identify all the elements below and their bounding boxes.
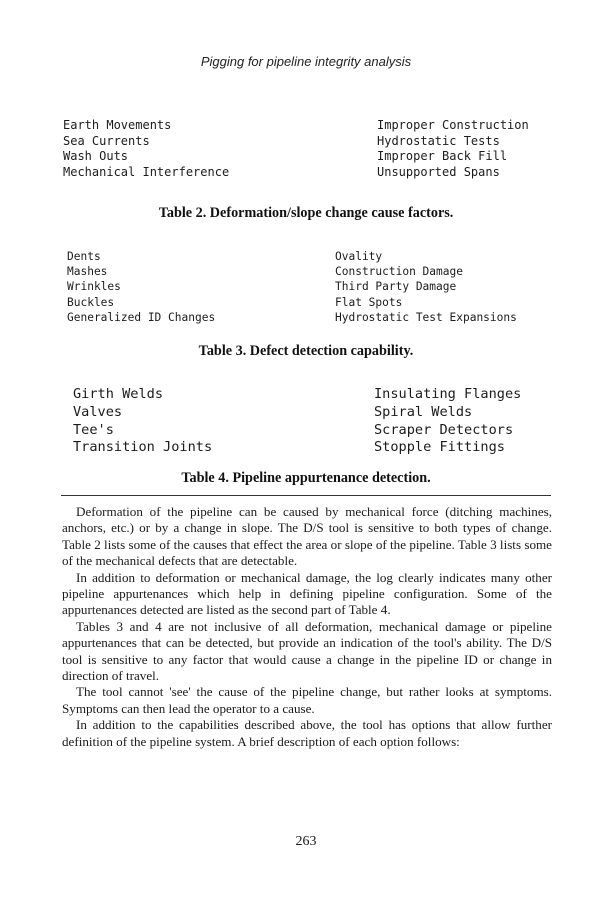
- table-4-caption: Table 4. Pipeline appurtenance detection.: [181, 470, 431, 486]
- table-3-item: Wrinkles: [67, 280, 121, 294]
- table-2-left-column: [63, 118, 229, 180]
- table-3-caption: Table 3. Defect detection capability.: [198, 343, 414, 359]
- body-text: [62, 504, 552, 750]
- table-3-left-column: [67, 249, 215, 325]
- table-2-item: Mechanical Interference: [63, 164, 230, 179]
- table-3-item: Third Party Damage: [335, 280, 457, 294]
- paragraph: The tool cannot 'see' the cause of the pipeline change, but rather looks at symptoms. Symptoms can then lead the operator to a cause.: [62, 684, 552, 716]
- page-number: 263: [295, 834, 317, 849]
- table-4-item: Tee's: [73, 421, 114, 438]
- table-4-item: Girth Welds: [73, 386, 164, 402]
- table-4-left-column: [73, 386, 212, 457]
- table-2-item: Unsupported Spans: [377, 164, 500, 179]
- table-4-item: Scraper Detectors: [374, 421, 514, 438]
- paragraph: Tables 3 and 4 are not inclusive of all deformation, mechanical damage or pipeline appurtenances that can be detected, but provide an indication of the tool's ability. The D/S tool is sensitive to any factor that would cause a change in the pipeline ID or change in direction of travel.: [62, 618, 552, 684]
- paragraph: In addition to deformation or mechanical damage, the log clearly indicates many other pipeline appurtenances which help in defining pipeline configuration. Some of the appurtenances detected are listed as the second part of Table 4.: [62, 569, 552, 618]
- table-3-item: Hydrostatic Test Expansions: [335, 310, 517, 324]
- paragraph: Deformation of the pipeline can be caused by mechanical force (ditching machines, anchors, etc.) or by a change in slope. The D/S tool is sensitive to both types of change. Table 2 lists some of the causes that effect the area or slope of the pipeline. Table 3 lists some of the mechanical defects that are detectable.: [62, 504, 552, 569]
- table-3-item: Ovality: [335, 250, 383, 263]
- table-3-right-column: [335, 249, 517, 325]
- table-4-item: Transition Joints: [73, 439, 213, 456]
- paragraph: In addition to the capabilities described above, the tool has options that allow further definition of the pipeline system. A brief description of each option follows:: [62, 717, 552, 749]
- table-2-right-column: [377, 118, 529, 180]
- table-4-item: Insulating Flanges: [374, 386, 522, 402]
- table-2-caption: Table 2. Deformation/slope change cause factors.: [158, 205, 454, 221]
- table-2-item: Hydrostatic Tests: [377, 133, 500, 148]
- table-3-item: Buckles: [67, 295, 115, 309]
- table-4-item: Valves: [73, 403, 123, 420]
- table-4-right-column: [374, 386, 521, 457]
- table-2-item: Wash Outs: [63, 149, 129, 163]
- table-2-item: Improper Construction: [377, 118, 529, 132]
- table-3-item: Construction Damage: [335, 265, 463, 279]
- table-2-item: Earth Movements: [63, 118, 172, 132]
- table-3-item: Mashes: [67, 265, 108, 279]
- running-head: Pigging for pipeline integrity analysis: [200, 54, 412, 69]
- table-3-item: Dents: [67, 250, 101, 263]
- table-3-item: Generalized ID Changes: [67, 310, 216, 324]
- table-4-item: Spiral Welds: [374, 403, 473, 420]
- table-3-item: Flat Spots: [335, 295, 403, 309]
- horizontal-rule: [61, 495, 551, 496]
- table-4-item: Stopple Fittings: [374, 439, 505, 456]
- table-2-item: Sea Currents: [63, 133, 150, 148]
- table-2-item: Improper Back Fill: [377, 149, 508, 163]
